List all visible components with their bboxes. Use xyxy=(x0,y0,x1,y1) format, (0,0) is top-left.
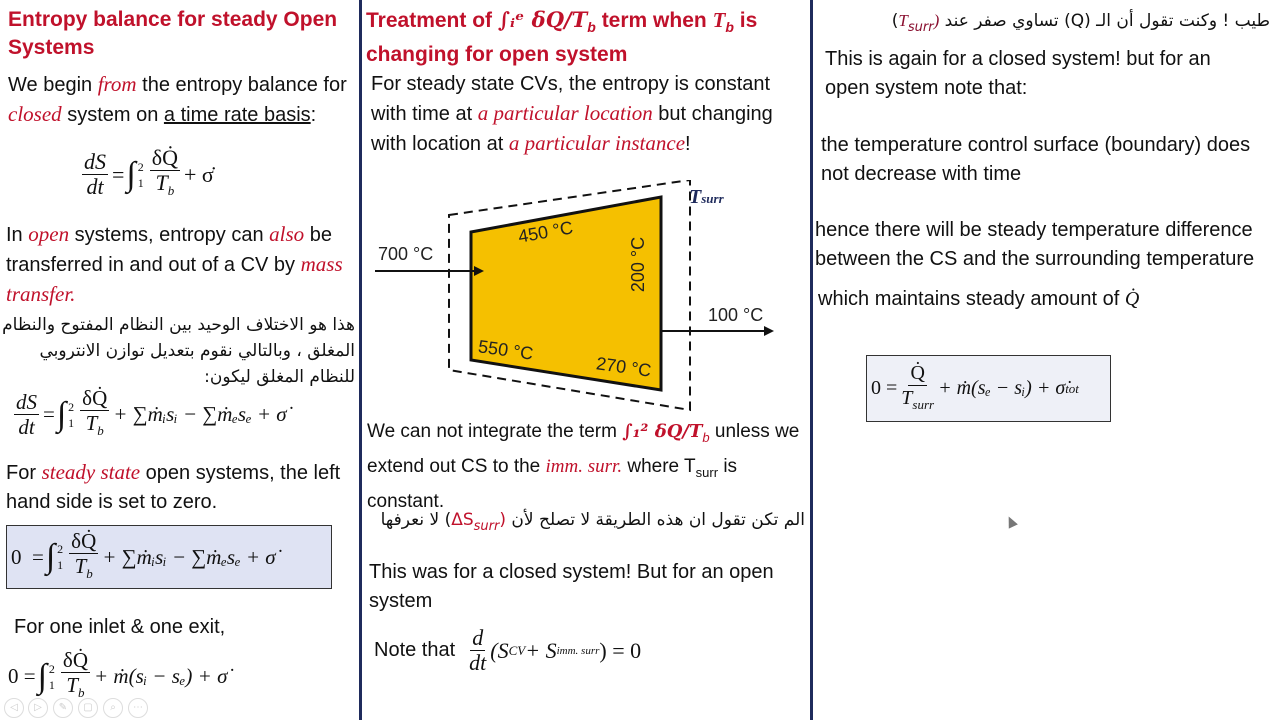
zoom-icon[interactable]: ⌕ xyxy=(103,698,123,718)
previous-slide-icon[interactable]: ◁ xyxy=(4,698,24,718)
paragraph-closed-was: This was for a closed system! But for an open system xyxy=(369,561,774,612)
next-slide-icon[interactable]: ▷ xyxy=(28,698,48,718)
arabic-note: طيب ! وكنت تقول أن الـ (Q) تساوي صفر عند $(T_{surr})$ xyxy=(891,11,1270,35)
equation-open-balance: $\frac{dS}{dt}$ = ∫ 2 1 $\frac{\delta Q̇}{T_b}$ + ∑ṁᵢsᵢ − ∑ṁₑsₑ + σ̇ xyxy=(16,386,287,439)
inlet-temp-label: 700 °C xyxy=(378,244,434,264)
paragraph-steady-difference: hence there will be steady temperature difference between the CS and the surrounding temperature xyxy=(815,219,1255,270)
equation-note-that: Note that $\frac{d}{dt}$ (S CV + S imm. surr ) = 0 xyxy=(374,625,642,675)
mouse-cursor-icon xyxy=(1004,514,1018,528)
bottom-right-temp-label: 270 °C xyxy=(594,353,653,381)
equation-one-inlet: 0 = ∫ 2 1 $\frac{\delta Q̇}{T_b}$ + ṁ(sᵢ − sₑ) + σ̇ xyxy=(8,648,228,700)
outlet-arrowhead xyxy=(764,326,774,336)
paragraph-again-closed: This is again for a closed system! but for an open system note that: xyxy=(825,48,1211,99)
column-divider xyxy=(359,0,362,720)
paragraph-boundary: the temperature control surface (boundary) does not decrease with time xyxy=(821,134,1251,185)
more-options-icon[interactable]: ⋯ xyxy=(128,698,148,718)
top-temp-label: 450 °C xyxy=(516,217,575,247)
paragraph-steady-cv: For steady state CVs, the entropy is constant with time at a particular location but changing with location at a particular instance! xyxy=(371,73,773,155)
paragraph-steady-state: For steady state open systems, the left hand side is set to zero. xyxy=(6,460,341,513)
paragraph-one-inlet: For one inlet & one exit, xyxy=(14,616,226,638)
outlet-temp-label: 100 °C xyxy=(708,305,764,325)
paragraph-integrate: We can not integrate the term ∫₁² $\delta Q/T_b$ unless we extend out CS to the imm. surr. where $T_{surr}$ is constant. xyxy=(367,421,800,512)
t-surr-label: Tsurr xyxy=(689,186,724,208)
control-volume-diagram xyxy=(370,180,780,420)
equation-closed-balance: $\frac{dS}{dt}$ = ∫ 2 1 $\frac{\delta Q̇}{T_b}$ + σ̇ xyxy=(84,145,214,199)
paragraph-steady-q: which maintains steady amount of Q̇ xyxy=(818,288,1140,310)
equation-steady-box: 0 = ∫ 2 1 $\frac{\delta Q̇}{T_b}$ + ∑ṁᵢsᵢ − ∑ṁₑsₑ + σ̇ xyxy=(6,525,332,589)
arabic-note: الم تكن تقول ان هذه الطريقة لا تصلح لأن $(\Delta S_{surr})$ لا نعرفها xyxy=(380,510,805,534)
bottom-left-temp-label: 550 °C xyxy=(476,336,535,364)
equation-open-boundary-box: 0 = $\frac{Q̇}{T_{surr}}$ + ṁ(sₑ − sᵢ) + σ̇ tot xyxy=(866,355,1111,422)
section-title: Treatment of ∫ᵢᵉ $\delta Q/T_b$ term when $T_b$ is changing for open system xyxy=(366,7,758,66)
section-title: Entropy balance for steady Open Systems xyxy=(8,8,338,59)
right-temp-label: 200 °C xyxy=(628,236,649,293)
arabic-note: هذا هو الاختلاف الوحيد بين النظام المفتوح والنظام المغلق ، وبالتالي نقوم بتعديل توازن الانتروبي للنظام المغلق ليكون: xyxy=(2,315,355,387)
column-divider xyxy=(810,0,813,720)
paragraph-open-systems: In open systems, entropy can also be transferred in and out of a CV by mass transfer. xyxy=(6,222,343,306)
highlighter-icon[interactable]: ▢ xyxy=(78,698,98,718)
pen-icon[interactable]: ✎ xyxy=(53,698,73,718)
paragraph-closed-balance: We begin from the entropy balance for closed system on a time rate basis: xyxy=(8,72,347,126)
